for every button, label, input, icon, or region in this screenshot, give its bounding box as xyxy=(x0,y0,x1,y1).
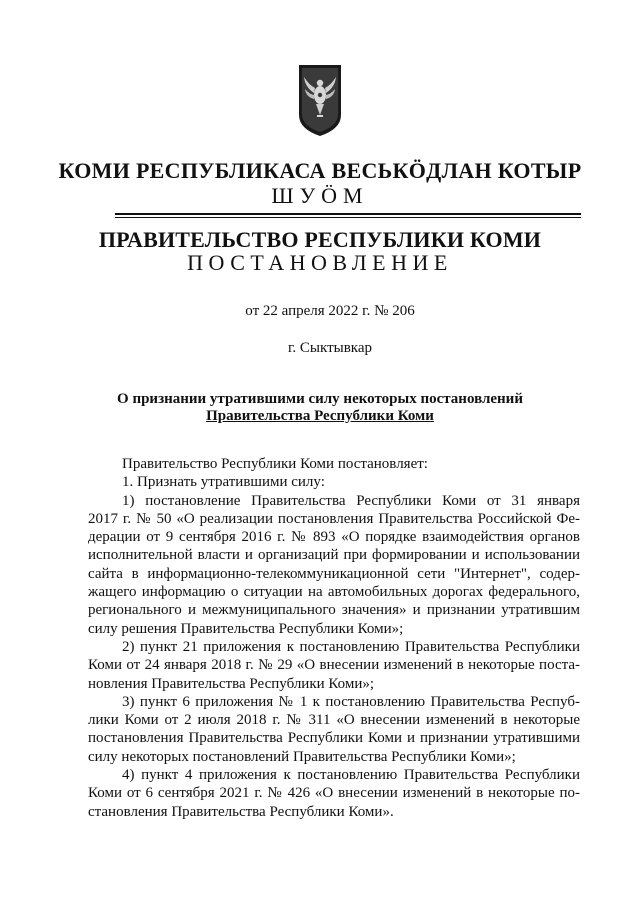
body-line: лики Коми от 2 июля 2018 г. № 311 «О внесении изменений в некоторые xyxy=(88,712,580,729)
body-line: исполнительной власти и организаций при формировании и использовании xyxy=(88,547,580,564)
header-divider-thin xyxy=(115,217,581,218)
body-line: силу некоторых постановлений Правительства Республики Коми»; xyxy=(88,748,516,765)
body-line: 2) пункт 21 приложения к постановлению Правительства Республики xyxy=(122,638,580,655)
body-line: 1. Признать утратившими силу: xyxy=(122,474,325,491)
komi-document-type: ШУӦМ xyxy=(271,183,369,208)
header-divider-thick xyxy=(115,213,581,215)
body-line: 2017 г. № 50 «О реализации постановления Правительства Российской Фе- xyxy=(88,510,580,527)
body-line: силу решения Правительства Республики Коми»; xyxy=(88,620,404,637)
document-date-number: от 22 апреля 2022 г. № 206 xyxy=(245,303,415,319)
body-line: 1) постановление Правительства Республики Коми от 31 января xyxy=(122,492,580,509)
document-title-line-1: О признании утратившими силу некоторых постановлений xyxy=(117,391,523,407)
body-line: регионального и межмуниципального значения» и признании утратившим xyxy=(88,602,580,619)
body-line: дерации от 9 сентября 2016 г. № 893 «О порядке взаимодействия органов xyxy=(88,529,580,546)
body-line: Коми от 6 сентября 2021 г. № 426 «О внесении изменений в некоторые по- xyxy=(88,785,580,802)
body-line: Правительство Республики Коми постановляет: xyxy=(122,456,428,472)
body-line: жащего информацию о ситуации на автомобильных дорогах федерального, xyxy=(88,584,580,601)
body-line: становления Правительства Республики Коми». xyxy=(88,803,394,820)
komi-government-name: КОМИ РЕСПУБЛИКАСА ВЕСЬКӦДЛАН КОТЫР xyxy=(58,158,582,183)
body-line: новления Правительства Республики Коми»; xyxy=(88,675,375,692)
coat-of-arms-icon xyxy=(297,63,343,138)
body-line: 4) пункт 4 приложения к постановлению Правительства Республики xyxy=(122,767,580,784)
body-line: сайта в информационно-телекоммуникационной сети "Интернет", содер- xyxy=(88,565,580,582)
document-type: ПОСТАНОВЛЕНИЕ xyxy=(187,250,453,275)
coat-of-arms-emblem xyxy=(297,63,343,138)
document-city: г. Сыктывкар xyxy=(287,340,373,356)
body-line: постановления Правительства Республики Коми и признании утратившими xyxy=(88,730,580,747)
document-body xyxy=(88,455,580,821)
body-line: Коми от 24 января 2018 г. № 29 «О внесении изменений в некоторые поста- xyxy=(88,657,580,674)
document-title-line-2: Правительства Республики Коми xyxy=(206,408,434,424)
body-line: 3) пункт 6 приложения № 1 к постановлению Правительства Респуб- xyxy=(122,693,580,710)
government-name: ПРАВИТЕЛЬСТВО РЕСПУБЛИКИ КОМИ xyxy=(98,227,542,252)
